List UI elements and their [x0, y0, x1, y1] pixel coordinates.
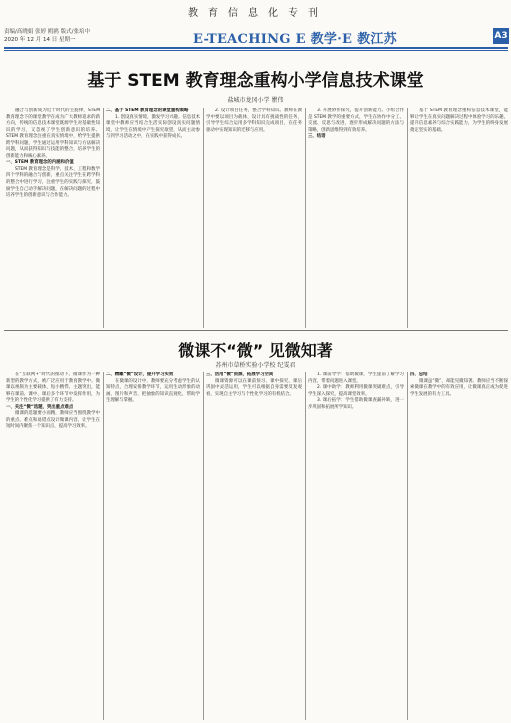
subheading: 三、结语: [308, 134, 326, 140]
column-divider: [103, 372, 104, 720]
subheading: 二、基于 STEM 教育理念的课堂重构策略: [106, 108, 189, 113]
column-title: 教育信息化专刊: [188, 8, 328, 19]
article2-column-5: [410, 372, 508, 720]
paragraph: 1. 创设真实情境，激发学习兴趣。信息技术课堂中教师应当结合生活实际创设真实问题情境，让学生在情境中产生探究欲望，从而主动参与到学习活动之中，在实践中获得成长。: [106, 114, 200, 140]
article2-author: 苏州市草桥实验小学校 纪雯君: [215, 362, 296, 369]
subheading: 四、总结: [410, 372, 428, 377]
subheading: 二、精雕“微“设计，提升学习实效: [106, 372, 174, 377]
header-rule: [4, 47, 508, 49]
article1-author: 盐城市龙冈小学 瞿伟: [227, 97, 284, 104]
article1-column-1: [6, 108, 100, 328]
subheading: 三、活用“微“资源，拓展学习空间: [206, 372, 274, 377]
article2-title: 微课不“微” 见微知著: [178, 341, 333, 360]
paragraph: 基于 STEM 教育理念重构信息技术课堂，能够让学生在真实问题解决过程中体验学习的乐趣，提升信息素养与综合实践能力，为学生的终身发展奠定坚实的基础。: [410, 108, 508, 133]
paragraph: STEM 教育理念是科学、技术、工程和数学四个学科的融合与创新，重点关注学生在跨学科的整合中进行学习，注重学生的实践与探究，鼓励学生自己动手解决问题，在解决问题的过程中培养学生的创新意识与合作能力。: [6, 166, 100, 199]
paragraph: 微课虽“微”，却能见微知著。教师应当不断探索微课在教学中的有效应用，让微课真正成为促进学生发展的有力工具。: [410, 378, 508, 397]
article2-column-4: [308, 372, 404, 720]
column-divider: [407, 372, 408, 720]
header-rule-thin: [4, 50, 508, 51]
article2-column-1: [6, 372, 100, 720]
paragraph: 2. 课中助学：教师利用微课突破难点，引导学生深入探究，提高课堂效率。: [308, 385, 404, 397]
subheading: 一、STEM 教育理念的内涵和价值: [6, 160, 74, 166]
paragraph: 微课的选题要小而精，教师应当围绕教学中的重点、难点和易错点设计微课内容，让学生在短时间内聚焦一个知识点，提高学习效率。: [6, 411, 100, 430]
article1-column-3: [206, 108, 302, 328]
column-divider: [407, 108, 408, 328]
subheading: 一、关注“微“选题，突出重点难点: [6, 404, 74, 410]
paragraph: 3. 课后拓学：学生借助微课查漏补缺，进一步巩固和拓展所学知识。: [308, 398, 404, 410]
article2-column-2: [106, 372, 200, 720]
article-separator: [4, 330, 508, 331]
column-divider: [203, 108, 204, 328]
paragraph: 微课资源可以在课前预习、课中探究、课后巩固中灵活运用，学生可以根据自身需要反复观看，实现自主学习与个性化学习的有机结合。: [206, 378, 302, 397]
article1-column-5: [410, 108, 508, 328]
masthead: [0, 0, 511, 27]
paragraph: 3. 开展协作探究，提升创新能力。小组合作是 STEM 教学的重要方式，学生在协作中分工、交流、反思与改进，逐步形成解决问题的方法与策略，创新思维得到有效培养。: [308, 108, 404, 133]
editor-line: 责编/高晓娟 张婷 鸥鸥 版式/张培中: [4, 29, 90, 35]
column-divider: [305, 108, 306, 328]
paragraph: 融合与创新成为近十时代的主旋律，STEM 教育理念下的课堂教学在成为广大教师追求的新方向，传统的信息技术课堂既源学生对基础性知识的学习，又忽视了学生创新意识的培养。STEM 教育理念注重在真实情境中，给学生提供跨学科问题，学生通过运用学科知识与方法解决问题，从而获得知识与技能的整合，培养学生的创新能力和核心素养。: [6, 108, 100, 159]
page-number-badge: A3: [493, 28, 509, 44]
paragraph: 1. 课前导学：借助微课，学生提前了解学习内容，带着问题进入课堂。: [308, 372, 404, 384]
column-divider: [203, 372, 204, 720]
column-divider: [103, 108, 104, 328]
column-divider: [305, 372, 306, 720]
date-line: 2020 年 12 月 14 日 星期一: [4, 37, 76, 43]
paragraph: 在“互联网+”时代的推动下，微课作为一种新型的教学方式，被广泛应用于教育教学中。微课以视频为主要载体，短小精悍、主题突出，能够在课前、课中、课后多个环节中发挥作用，为学生的个性化学习提供了有力支持。: [6, 372, 100, 404]
paragraph: 2. 设计项目任务，整合学科知识。教师在教学中要以项目为载体，设计具有挑战性的任务，引导学生综合运用多学科知识完成项目，在任务驱动中实现知识的迁移与应用。: [206, 108, 302, 133]
article1-title: 基于 STEM 教育理念重构小学信息技术课堂: [87, 71, 424, 91]
masthead-meta: [4, 28, 90, 44]
article1-column-4: [308, 108, 404, 328]
article2-column-3: [206, 372, 302, 720]
article1-column-2: [106, 108, 200, 328]
section-banner: E-TEACHING E 教学·E 教江苏: [193, 32, 397, 47]
paragraph: 在微课的设计中，教师要充分考虑学生的认知特点，合理安排教学环节，运用生动形象的动画、图片和声音，把抽象的知识直观化，帮助学生理解与掌握。: [106, 378, 200, 404]
